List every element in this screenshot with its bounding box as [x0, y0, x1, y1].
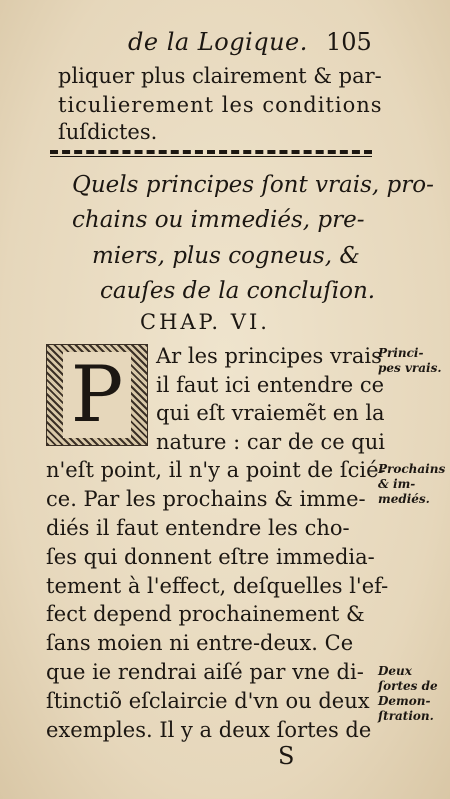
- text-line: ſuſdictes.: [58, 120, 158, 144]
- running-head: de la Logique.: [128, 28, 308, 56]
- section-heading-line: chains ou immediés, pre-: [72, 207, 365, 233]
- section-heading-line: cauſes de la concluſion.: [100, 278, 376, 304]
- section-heading-line: Quels principes ſont vrais, pro-: [72, 172, 434, 198]
- ornamental-rule: [50, 150, 372, 154]
- initial-letter: P: [63, 352, 131, 438]
- body-line: nature : car de ce qui: [156, 430, 385, 454]
- body-line: il faut ici entendre ce: [156, 373, 385, 397]
- margin-note: Deux ſortes de Demon- ſtration.: [378, 664, 438, 723]
- signature-mark: S: [278, 742, 295, 770]
- body-line: ce. Par les prochains & imme-: [46, 487, 366, 511]
- margin-note: Prochains & im- mediés.: [378, 462, 446, 506]
- chapter-label: CHAP. VI.: [140, 310, 270, 334]
- body-line: qui eſt vraiemẽt en la: [156, 401, 385, 425]
- body-line: Ar les principes vrais: [156, 344, 382, 368]
- body-line: que ie rendrai aiſé par vne di-: [46, 660, 364, 684]
- ornamental-rule: [50, 156, 372, 157]
- margin-note: Princi- pes vrais.: [378, 346, 442, 375]
- text-line: pliquer plus clairement & par-: [58, 64, 382, 88]
- body-line: diés il faut entendre les cho-: [46, 516, 350, 540]
- body-line: tement à l'effect, deſquelles l'ef-: [46, 574, 389, 598]
- body-line: exemples. Il y a deux ſortes de: [46, 718, 372, 742]
- text-line: ticulierement les conditions: [58, 93, 383, 117]
- section-heading-line: miers, plus cogneus, &: [92, 243, 360, 269]
- body-line: ſans moien ni entre-deux. Ce: [46, 631, 354, 655]
- body-line: n'eſt point, il n'y a point de ſcié-: [46, 458, 386, 482]
- body-line: ſtinctiõ eſclaircie d'vn ou deux: [46, 689, 370, 713]
- body-line: ſes qui donnent eſtre immedia-: [46, 545, 375, 569]
- decorated-initial: [46, 344, 148, 446]
- body-line: fect depend prochainement &: [46, 602, 365, 626]
- page-number: 105: [326, 28, 372, 56]
